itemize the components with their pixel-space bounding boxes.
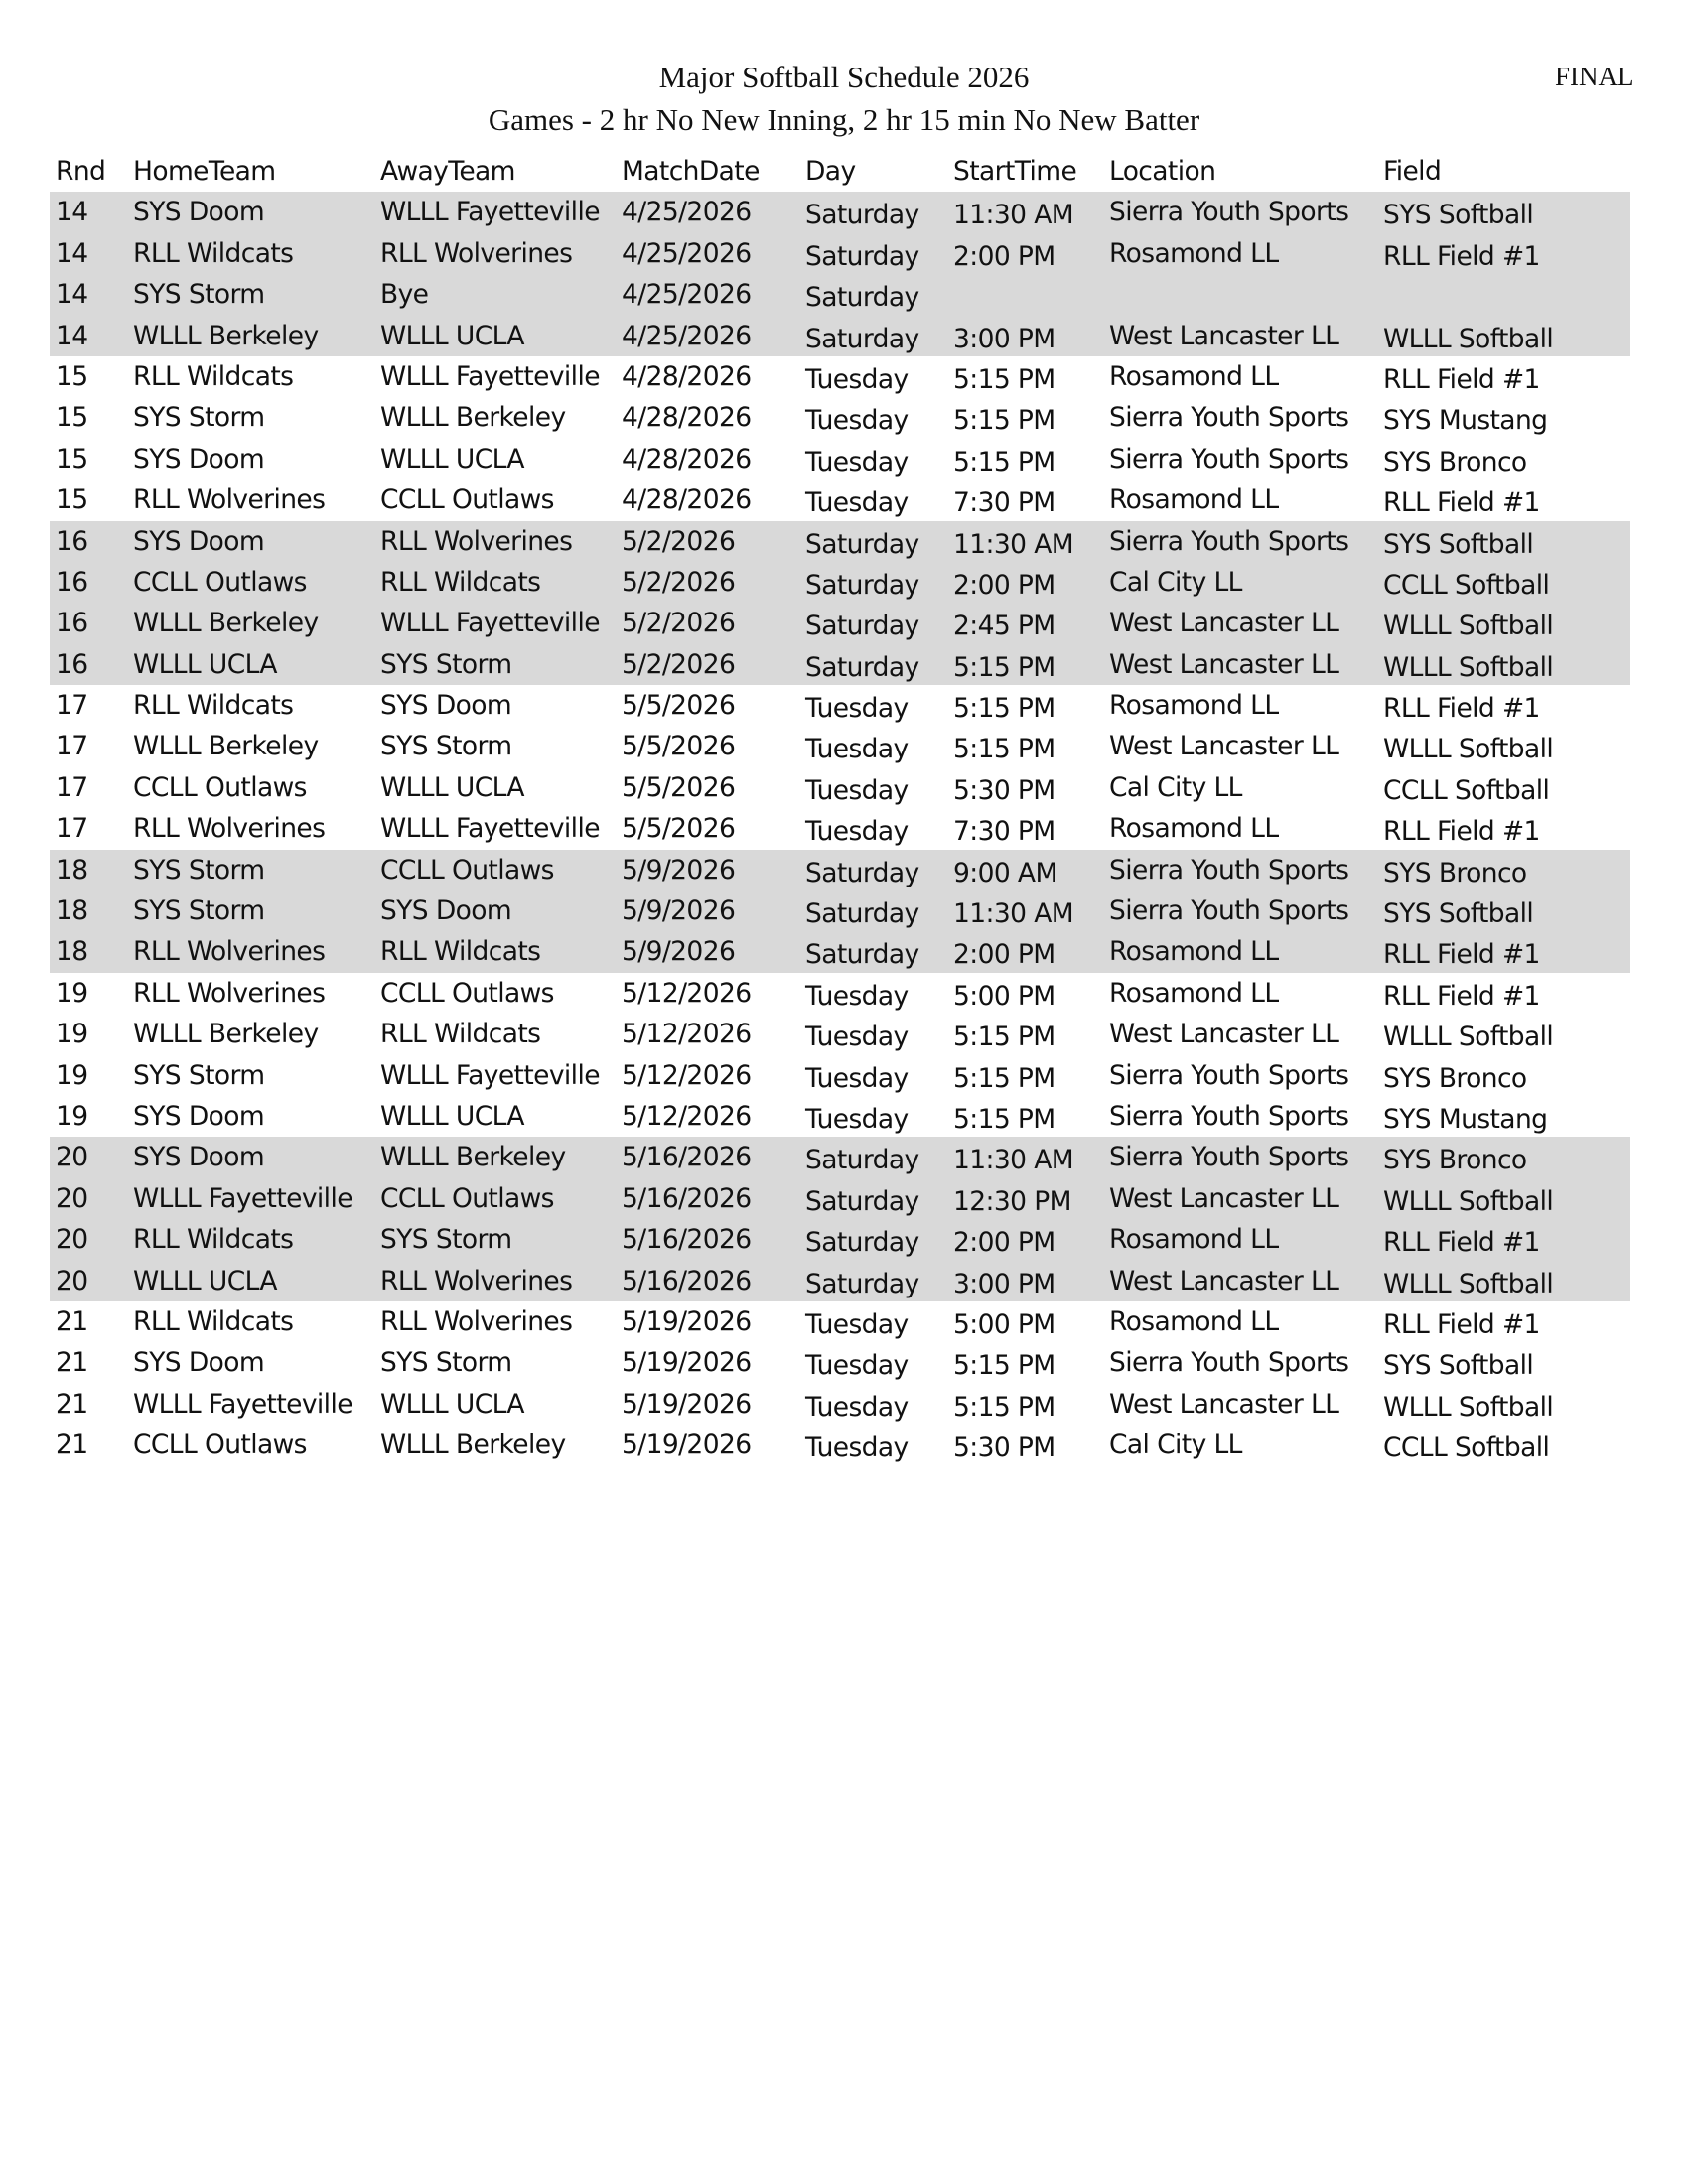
table-row <box>50 1014 1630 1054</box>
cell-round: 16 <box>56 525 88 557</box>
table-row <box>50 808 1630 849</box>
cell-location: West Lancaster LL <box>1109 1388 1339 1420</box>
cell-day: Saturday <box>805 857 919 888</box>
cell-location: Rosamond LL <box>1109 360 1279 392</box>
cell-location: Sierra Youth Sports <box>1109 1142 1349 1173</box>
table-row <box>50 1261 1630 1301</box>
cell-location: Rosamond LL <box>1109 936 1279 968</box>
table-row <box>50 1137 1630 1177</box>
cell-day: Saturday <box>805 611 919 642</box>
cell-match-date: 5/19/2026 <box>622 1305 752 1337</box>
cell-match-date: 5/12/2026 <box>622 1019 752 1050</box>
cell-match-date: 5/2/2026 <box>622 525 736 557</box>
cell-day: Tuesday <box>805 405 909 437</box>
cell-round: 15 <box>56 443 88 475</box>
cell-start-time: 5:15 PM <box>953 1350 1055 1382</box>
cell-round: 18 <box>56 936 88 968</box>
cell-day: Tuesday <box>805 1350 909 1382</box>
cell-start-time: 7:30 PM <box>953 816 1055 848</box>
cell-day: Tuesday <box>805 446 909 478</box>
cell-day: Saturday <box>805 898 919 930</box>
table-row <box>50 1055 1630 1096</box>
table-row <box>50 1384 1630 1425</box>
cell-home-team: CCLL Outlaws <box>133 1430 307 1461</box>
cell-match-date: 5/5/2026 <box>622 731 736 762</box>
cell-away-team: SYS Storm <box>380 648 512 680</box>
cell-start-time: 5:00 PM <box>953 980 1055 1012</box>
cell-away-team: WLLL Fayetteville <box>380 197 600 228</box>
cell-field: SYS Bronco <box>1383 857 1527 888</box>
table-row <box>50 603 1630 643</box>
cell-away-team: WLLL UCLA <box>380 1388 524 1420</box>
cell-start-time: 5:15 PM <box>953 734 1055 765</box>
cell-start-time: 7:30 PM <box>953 487 1055 519</box>
table-row <box>50 850 1630 890</box>
cell-location: Rosamond LL <box>1109 237 1279 269</box>
table-row <box>50 644 1630 685</box>
cell-day: Tuesday <box>805 363 909 395</box>
cell-location: West Lancaster LL <box>1109 320 1339 351</box>
cell-round: 19 <box>56 1019 88 1050</box>
cell-day: Saturday <box>805 1268 919 1299</box>
cell-home-team: RLL Wolverines <box>133 813 326 845</box>
cell-away-team: CCLL Outlaws <box>380 484 554 516</box>
table-row <box>50 562 1630 603</box>
cell-location: West Lancaster LL <box>1109 608 1339 639</box>
cell-round: 21 <box>56 1305 88 1337</box>
table-row <box>50 479 1630 520</box>
cell-day: Tuesday <box>805 816 909 848</box>
cell-home-team: WLLL UCLA <box>133 648 277 680</box>
cell-home-team: RLL Wolverines <box>133 484 326 516</box>
cell-match-date: 5/16/2026 <box>622 1265 752 1297</box>
cell-field: WLLL Softball <box>1383 1022 1554 1053</box>
cell-away-team: RLL Wolverines <box>380 237 573 269</box>
cell-round: 17 <box>56 690 88 722</box>
cell-home-team: WLLL Fayetteville <box>133 1388 352 1420</box>
cell-start-time: 11:30 AM <box>953 200 1073 231</box>
cell-round: 19 <box>56 1059 88 1091</box>
cell-day: Saturday <box>805 282 919 314</box>
table-row <box>50 274 1630 315</box>
cell-home-team: SYS Doom <box>133 197 265 228</box>
cell-location: Sierra Youth Sports <box>1109 1100 1349 1132</box>
cell-home-team: WLLL Berkeley <box>133 1019 319 1050</box>
cell-start-time: 9:00 AM <box>953 857 1057 888</box>
table-row <box>50 397 1630 438</box>
column-header-home-team: HomeTeam <box>133 156 276 187</box>
cell-round: 14 <box>56 279 88 311</box>
cell-home-team: SYS Doom <box>133 1142 265 1173</box>
cell-field: RLL Field #1 <box>1383 240 1540 272</box>
cell-start-time: 5:15 PM <box>953 1103 1055 1135</box>
cell-match-date: 5/19/2026 <box>622 1430 752 1461</box>
cell-away-team: SYS Doom <box>380 895 512 927</box>
cell-match-date: 5/12/2026 <box>622 977 752 1009</box>
cell-day: Saturday <box>805 1227 919 1259</box>
cell-day: Saturday <box>805 651 919 683</box>
table-row <box>50 1425 1630 1465</box>
cell-field: SYS Softball <box>1383 898 1534 930</box>
cell-location: Sierra Youth Sports <box>1109 402 1349 434</box>
cell-location: Cal City LL <box>1109 1430 1242 1461</box>
cell-home-team: RLL Wolverines <box>133 977 326 1009</box>
cell-round: 16 <box>56 566 88 598</box>
cell-location: West Lancaster LL <box>1109 1182 1339 1214</box>
cell-field: SYS Mustang <box>1383 405 1548 437</box>
cell-match-date: 5/9/2026 <box>622 854 736 886</box>
cell-day: Tuesday <box>805 1062 909 1094</box>
cell-start-time: 2:45 PM <box>953 611 1055 642</box>
cell-match-date: 4/28/2026 <box>622 443 752 475</box>
cell-match-date: 5/5/2026 <box>622 813 736 845</box>
cell-start-time: 5:15 PM <box>953 363 1055 395</box>
cell-round: 20 <box>56 1224 88 1256</box>
column-header-away-team: AwayTeam <box>380 156 515 187</box>
cell-away-team: CCLL Outlaws <box>380 1182 554 1214</box>
cell-away-team: WLLL UCLA <box>380 771 524 803</box>
cell-away-team: SYS Storm <box>380 1224 512 1256</box>
table-row <box>50 521 1630 562</box>
cell-match-date: 4/28/2026 <box>622 402 752 434</box>
cell-match-date: 4/25/2026 <box>622 320 752 351</box>
schedule-table <box>50 151 1630 1466</box>
table-row <box>50 316 1630 356</box>
table-row <box>50 439 1630 479</box>
status-label: FINAL <box>1555 62 1634 91</box>
cell-start-time: 2:00 PM <box>953 939 1055 971</box>
table-body <box>50 192 1630 1465</box>
cell-start-time: 11:30 AM <box>953 1145 1073 1176</box>
table-row <box>50 685 1630 726</box>
table-row <box>50 726 1630 766</box>
cell-day: Tuesday <box>805 1022 909 1053</box>
cell-match-date: 5/19/2026 <box>622 1347 752 1379</box>
cell-match-date: 5/9/2026 <box>622 936 736 968</box>
cell-round: 15 <box>56 360 88 392</box>
cell-away-team: WLLL Fayetteville <box>380 813 600 845</box>
cell-start-time: 2:00 PM <box>953 1227 1055 1259</box>
cell-match-date: 5/16/2026 <box>622 1224 752 1256</box>
cell-match-date: 4/25/2026 <box>622 237 752 269</box>
cell-away-team: RLL Wildcats <box>380 566 541 598</box>
column-header-field: Field <box>1383 156 1442 187</box>
cell-match-date: 5/16/2026 <box>622 1182 752 1214</box>
cell-round: 21 <box>56 1347 88 1379</box>
cell-round: 18 <box>56 895 88 927</box>
cell-away-team: WLLL Fayetteville <box>380 1059 600 1091</box>
cell-home-team: WLLL UCLA <box>133 1265 277 1297</box>
cell-location: Sierra Youth Sports <box>1109 1347 1349 1379</box>
column-header-rnd: Rnd <box>56 156 106 187</box>
cell-match-date: 4/28/2026 <box>622 360 752 392</box>
cell-start-time: 3:00 PM <box>953 323 1055 354</box>
cell-match-date: 5/9/2026 <box>622 895 736 927</box>
cell-round: 20 <box>56 1142 88 1173</box>
cell-location: Sierra Youth Sports <box>1109 197 1349 228</box>
cell-away-team: RLL Wildcats <box>380 936 541 968</box>
cell-match-date: 5/5/2026 <box>622 690 736 722</box>
cell-day: Tuesday <box>805 1103 909 1135</box>
cell-match-date: 4/28/2026 <box>622 484 752 516</box>
cell-round: 17 <box>56 813 88 845</box>
cell-away-team: WLLL Berkeley <box>380 1430 566 1461</box>
cell-home-team: SYS Doom <box>133 525 265 557</box>
page-title: Major Softball Schedule 2026 <box>658 60 1030 94</box>
cell-location: Sierra Youth Sports <box>1109 1059 1349 1091</box>
cell-round: 14 <box>56 320 88 351</box>
cell-day: Saturday <box>805 569 919 601</box>
cell-start-time: 3:00 PM <box>953 1268 1055 1299</box>
cell-location: Sierra Youth Sports <box>1109 525 1349 557</box>
table-row <box>50 1342 1630 1383</box>
cell-home-team: WLLL Berkeley <box>133 731 319 762</box>
cell-away-team: SYS Storm <box>380 731 512 762</box>
header-row <box>50 151 1630 192</box>
cell-round: 21 <box>56 1430 88 1461</box>
cell-field: WLLL Softball <box>1383 323 1554 354</box>
cell-start-time: 5:15 PM <box>953 651 1055 683</box>
cell-home-team: RLL Wildcats <box>133 360 294 392</box>
cell-start-time: 5:15 PM <box>953 693 1055 725</box>
cell-round: 15 <box>56 402 88 434</box>
cell-day: Tuesday <box>805 487 909 519</box>
cell-away-team: RLL Wolverines <box>380 1305 573 1337</box>
cell-home-team: WLLL Berkeley <box>133 608 319 639</box>
table-row <box>50 192 1630 232</box>
cell-start-time: 12:30 PM <box>953 1185 1071 1217</box>
cell-location: Rosamond LL <box>1109 813 1279 845</box>
cell-location: Sierra Youth Sports <box>1109 443 1349 475</box>
cell-match-date: 5/16/2026 <box>622 1142 752 1173</box>
cell-home-team: SYS Doom <box>133 443 265 475</box>
cell-day: Tuesday <box>805 1433 909 1464</box>
table-row <box>50 1301 1630 1342</box>
cell-field: CCLL Softball <box>1383 1433 1550 1464</box>
cell-away-team: WLLL Fayetteville <box>380 608 600 639</box>
cell-away-team: WLLL UCLA <box>380 1100 524 1132</box>
cell-home-team: SYS Storm <box>133 402 265 434</box>
cell-day: Saturday <box>805 528 919 560</box>
cell-location: Rosamond LL <box>1109 484 1279 516</box>
cell-round: 15 <box>56 484 88 516</box>
cell-day: Tuesday <box>805 693 909 725</box>
cell-away-team: WLLL Fayetteville <box>380 360 600 392</box>
cell-field: RLL Field #1 <box>1383 1308 1540 1340</box>
cell-start-time: 5:15 PM <box>953 1022 1055 1053</box>
cell-away-team: SYS Doom <box>380 690 512 722</box>
cell-match-date: 5/12/2026 <box>622 1059 752 1091</box>
column-header-location: Location <box>1109 156 1216 187</box>
cell-away-team: WLLL UCLA <box>380 443 524 475</box>
cell-round: 19 <box>56 977 88 1009</box>
cell-away-team: CCLL Outlaws <box>380 977 554 1009</box>
cell-day: Saturday <box>805 200 919 231</box>
cell-field: WLLL Softball <box>1383 611 1554 642</box>
cell-field: CCLL Softball <box>1383 774 1550 806</box>
cell-start-time: 5:15 PM <box>953 446 1055 478</box>
column-header-start-time: StartTime <box>953 156 1077 187</box>
cell-round: 17 <box>56 731 88 762</box>
cell-field: RLL Field #1 <box>1383 693 1540 725</box>
cell-home-team: WLLL Berkeley <box>133 320 319 351</box>
cell-location: Rosamond LL <box>1109 1305 1279 1337</box>
cell-field: SYS Bronco <box>1383 446 1527 478</box>
cell-home-team: WLLL Fayetteville <box>133 1182 352 1214</box>
cell-match-date: 5/19/2026 <box>622 1388 752 1420</box>
cell-home-team: SYS Storm <box>133 279 265 311</box>
cell-field: WLLL Softball <box>1383 651 1554 683</box>
cell-start-time: 5:30 PM <box>953 774 1055 806</box>
cell-away-team: Bye <box>380 279 429 311</box>
cell-round: 18 <box>56 854 88 886</box>
cell-match-date: 5/2/2026 <box>622 566 736 598</box>
cell-home-team: CCLL Outlaws <box>133 566 307 598</box>
cell-match-date: 5/12/2026 <box>622 1100 752 1132</box>
cell-day: Saturday <box>805 323 919 354</box>
cell-field: RLL Field #1 <box>1383 980 1540 1012</box>
cell-round: 20 <box>56 1182 88 1214</box>
cell-start-time: 5:15 PM <box>953 405 1055 437</box>
cell-match-date: 5/2/2026 <box>622 648 736 680</box>
cell-location: West Lancaster LL <box>1109 1019 1339 1050</box>
cell-start-time: 5:15 PM <box>953 1391 1055 1423</box>
cell-home-team: RLL Wolverines <box>133 936 326 968</box>
cell-home-team: SYS Doom <box>133 1347 265 1379</box>
cell-location: Sierra Youth Sports <box>1109 895 1349 927</box>
cell-round: 19 <box>56 1100 88 1132</box>
cell-home-team: SYS Storm <box>133 895 265 927</box>
cell-away-team: RLL Wildcats <box>380 1019 541 1050</box>
table-row <box>50 890 1630 931</box>
cell-away-team: CCLL Outlaws <box>380 854 554 886</box>
cell-away-team: WLLL Berkeley <box>380 1142 566 1173</box>
cell-field: SYS Softball <box>1383 200 1534 231</box>
cell-home-team: RLL Wildcats <box>133 237 294 269</box>
cell-start-time: 2:00 PM <box>953 240 1055 272</box>
cell-location: West Lancaster LL <box>1109 731 1339 762</box>
table-row <box>50 1178 1630 1219</box>
cell-away-team: RLL Wolverines <box>380 525 573 557</box>
cell-location: Cal City LL <box>1109 771 1242 803</box>
cell-away-team: WLLL Berkeley <box>380 402 566 434</box>
cell-field: RLL Field #1 <box>1383 816 1540 848</box>
cell-start-time: 5:30 PM <box>953 1433 1055 1464</box>
cell-field: RLL Field #1 <box>1383 1227 1540 1259</box>
table-row <box>50 931 1630 972</box>
page-subtitle: Games - 2 hr No New Inning, 2 hr 15 min No New Batter <box>488 102 1200 137</box>
cell-field: SYS Bronco <box>1383 1062 1527 1094</box>
cell-location: West Lancaster LL <box>1109 648 1339 680</box>
cell-field: WLLL Softball <box>1383 1268 1554 1299</box>
cell-day: Tuesday <box>805 774 909 806</box>
table-row <box>50 1219 1630 1260</box>
cell-day: Saturday <box>805 1185 919 1217</box>
cell-field: SYS Softball <box>1383 1350 1534 1382</box>
cell-location: West Lancaster LL <box>1109 1265 1339 1297</box>
cell-match-date: 5/2/2026 <box>622 608 736 639</box>
cell-field: SYS Softball <box>1383 528 1534 560</box>
cell-location: Cal City LL <box>1109 566 1242 598</box>
cell-round: 14 <box>56 197 88 228</box>
table-row <box>50 973 1630 1014</box>
table-row <box>50 356 1630 397</box>
cell-field: RLL Field #1 <box>1383 487 1540 519</box>
cell-location: Sierra Youth Sports <box>1109 854 1349 886</box>
cell-field: SYS Bronco <box>1383 1145 1527 1176</box>
cell-home-team: RLL Wildcats <box>133 1305 294 1337</box>
cell-field: CCLL Softball <box>1383 569 1550 601</box>
cell-round: 16 <box>56 648 88 680</box>
cell-field: WLLL Softball <box>1383 734 1554 765</box>
table-row <box>50 767 1630 808</box>
cell-home-team: RLL Wildcats <box>133 690 294 722</box>
cell-round: 20 <box>56 1265 88 1297</box>
cell-start-time: 2:00 PM <box>953 569 1055 601</box>
cell-round: 16 <box>56 608 88 639</box>
cell-round: 14 <box>56 237 88 269</box>
cell-field: WLLL Softball <box>1383 1391 1554 1423</box>
cell-day: Saturday <box>805 240 919 272</box>
cell-start-time: 5:00 PM <box>953 1308 1055 1340</box>
cell-away-team: SYS Storm <box>380 1347 512 1379</box>
cell-day: Tuesday <box>805 1308 909 1340</box>
cell-field: SYS Mustang <box>1383 1103 1548 1135</box>
table-row <box>50 1096 1630 1137</box>
cell-away-team: RLL Wolverines <box>380 1265 573 1297</box>
cell-field: RLL Field #1 <box>1383 939 1540 971</box>
cell-away-team: WLLL UCLA <box>380 320 524 351</box>
cell-start-time: 11:30 AM <box>953 528 1073 560</box>
cell-day: Tuesday <box>805 734 909 765</box>
cell-home-team: SYS Doom <box>133 1100 265 1132</box>
column-header-match-date: MatchDate <box>622 156 760 187</box>
cell-field: RLL Field #1 <box>1383 363 1540 395</box>
cell-start-time: 11:30 AM <box>953 898 1073 930</box>
cell-home-team: RLL Wildcats <box>133 1224 294 1256</box>
cell-location: Rosamond LL <box>1109 977 1279 1009</box>
cell-day: Saturday <box>805 1145 919 1176</box>
cell-location: Rosamond LL <box>1109 1224 1279 1256</box>
cell-field: WLLL Softball <box>1383 1185 1554 1217</box>
cell-round: 21 <box>56 1388 88 1420</box>
cell-home-team: CCLL Outlaws <box>133 771 307 803</box>
cell-match-date: 4/25/2026 <box>622 279 752 311</box>
cell-round: 17 <box>56 771 88 803</box>
cell-start-time: 5:15 PM <box>953 1062 1055 1094</box>
cell-location: Rosamond LL <box>1109 690 1279 722</box>
column-header-day: Day <box>805 156 856 187</box>
table-row <box>50 233 1630 274</box>
cell-day: Tuesday <box>805 1391 909 1423</box>
cell-day: Tuesday <box>805 980 909 1012</box>
cell-home-team: SYS Storm <box>133 854 265 886</box>
cell-match-date: 4/25/2026 <box>622 197 752 228</box>
cell-match-date: 5/5/2026 <box>622 771 736 803</box>
cell-home-team: SYS Storm <box>133 1059 265 1091</box>
cell-day: Saturday <box>805 939 919 971</box>
